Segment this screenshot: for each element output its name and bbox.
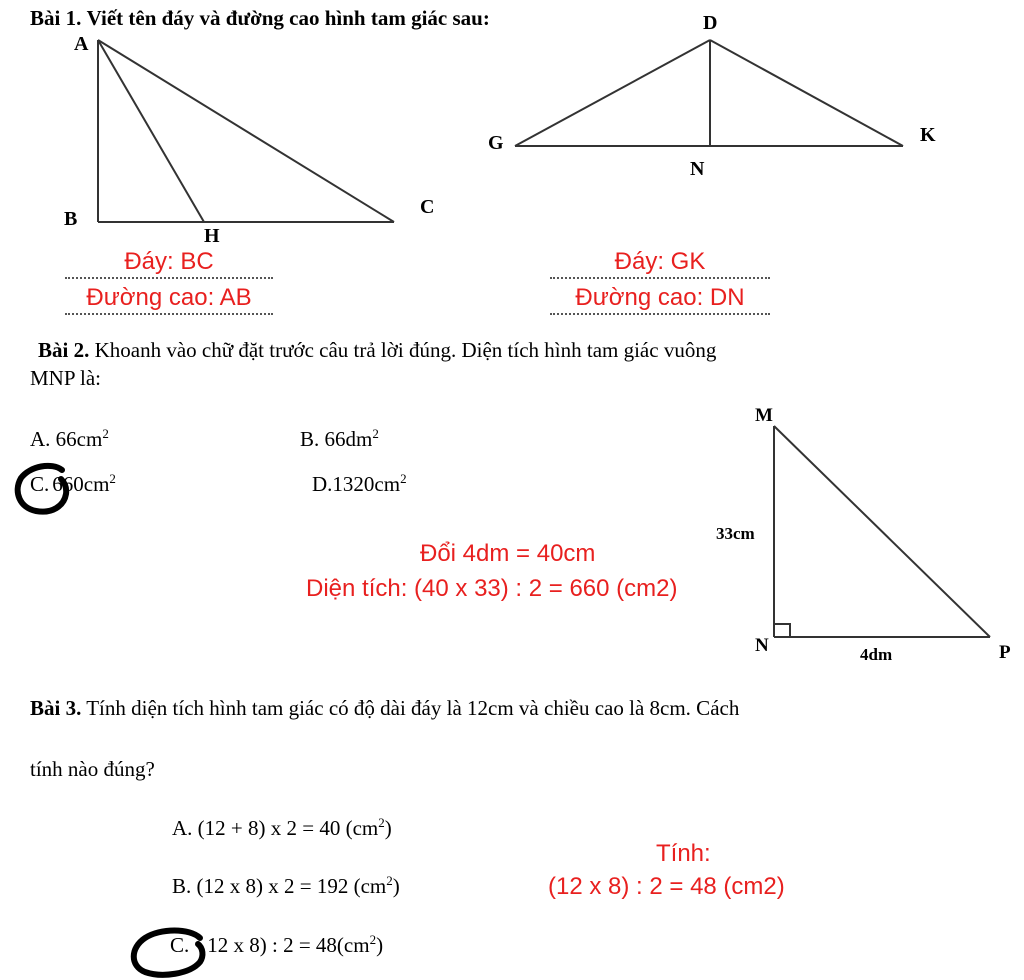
vertex-c: C xyxy=(420,196,435,218)
vertex-b: B xyxy=(64,208,78,230)
side-np-label: 4dm xyxy=(860,645,893,664)
bai3-title-line2: tính nào đúng? xyxy=(30,757,155,781)
side-mn-label: 33cm xyxy=(716,524,755,543)
bai3-label: Bài 3. xyxy=(30,696,82,720)
bai1-label: Bài 1. xyxy=(30,6,82,30)
bai2-option-d[interactable]: $D.1320cm^2$ xyxy=(312,471,407,496)
bai2-label: Bài 2. xyxy=(38,338,90,362)
vertex-k: K xyxy=(920,124,936,146)
vertex-p: P xyxy=(999,642,1011,663)
vertex-n: N xyxy=(690,158,705,180)
vertex-m: M xyxy=(755,405,773,426)
vertex-n2: N xyxy=(755,635,769,656)
vertex-g: G xyxy=(488,132,504,154)
bai2-option-a[interactable]: A. $66cm^2$ xyxy=(30,426,109,451)
answer2-base: Đáy: GK xyxy=(550,247,770,279)
bai2-title-line2: MNP là: xyxy=(30,366,101,390)
answer2-height: Đường cao: DN xyxy=(550,283,770,315)
bai2-note-convert: Đổi 4dm = 40cm xyxy=(420,540,596,567)
bai3-option-a[interactable]: A. (12 + 8) x 2 = 40 $(cm^2)$ xyxy=(172,815,392,840)
bai2-option-b[interactable]: B. $66dm^2$ xyxy=(300,426,379,451)
bai3-question: Tính diện tích hình tam giác có độ dài đáy là 12cm và chiều cao là 8cm. Cách xyxy=(86,696,740,720)
answer1-height: Đường cao: AB xyxy=(65,283,273,315)
bai1-question: Viết tên đáy và đường cao hình tam giác sau: xyxy=(86,6,490,30)
bai3-note-formula: (12 x 8) : 2 = 48 (cm2) xyxy=(548,873,785,900)
vertex-a: A xyxy=(74,33,89,55)
bai3-option-b[interactable]: B. (12 x 8) x 2 = 192 $(cm^2)$ xyxy=(172,873,400,898)
bai2-option-c-letter: C. xyxy=(30,472,50,496)
bai3-note-title: Tính: xyxy=(656,840,711,867)
bai3-option-c-letter: C. xyxy=(170,933,190,957)
vertex-d: D xyxy=(703,12,718,34)
bai2-option-c[interactable]: C. $660cm^2$ xyxy=(30,471,116,496)
bai2-question: Khoanh vào chữ đặt trước câu trả lời đúng. Diện tích hình tam giác vuông xyxy=(94,338,717,362)
bai2-note-area: Diện tích: (40 x 33) : 2 = 660 (cm2) xyxy=(306,575,678,602)
vertex-h: H xyxy=(204,225,220,247)
bai3-option-c[interactable]: C. 12 x 8) : $2 = 48(cm^2)$ xyxy=(170,932,384,957)
answer1-base: Đáy: BC xyxy=(65,247,273,279)
